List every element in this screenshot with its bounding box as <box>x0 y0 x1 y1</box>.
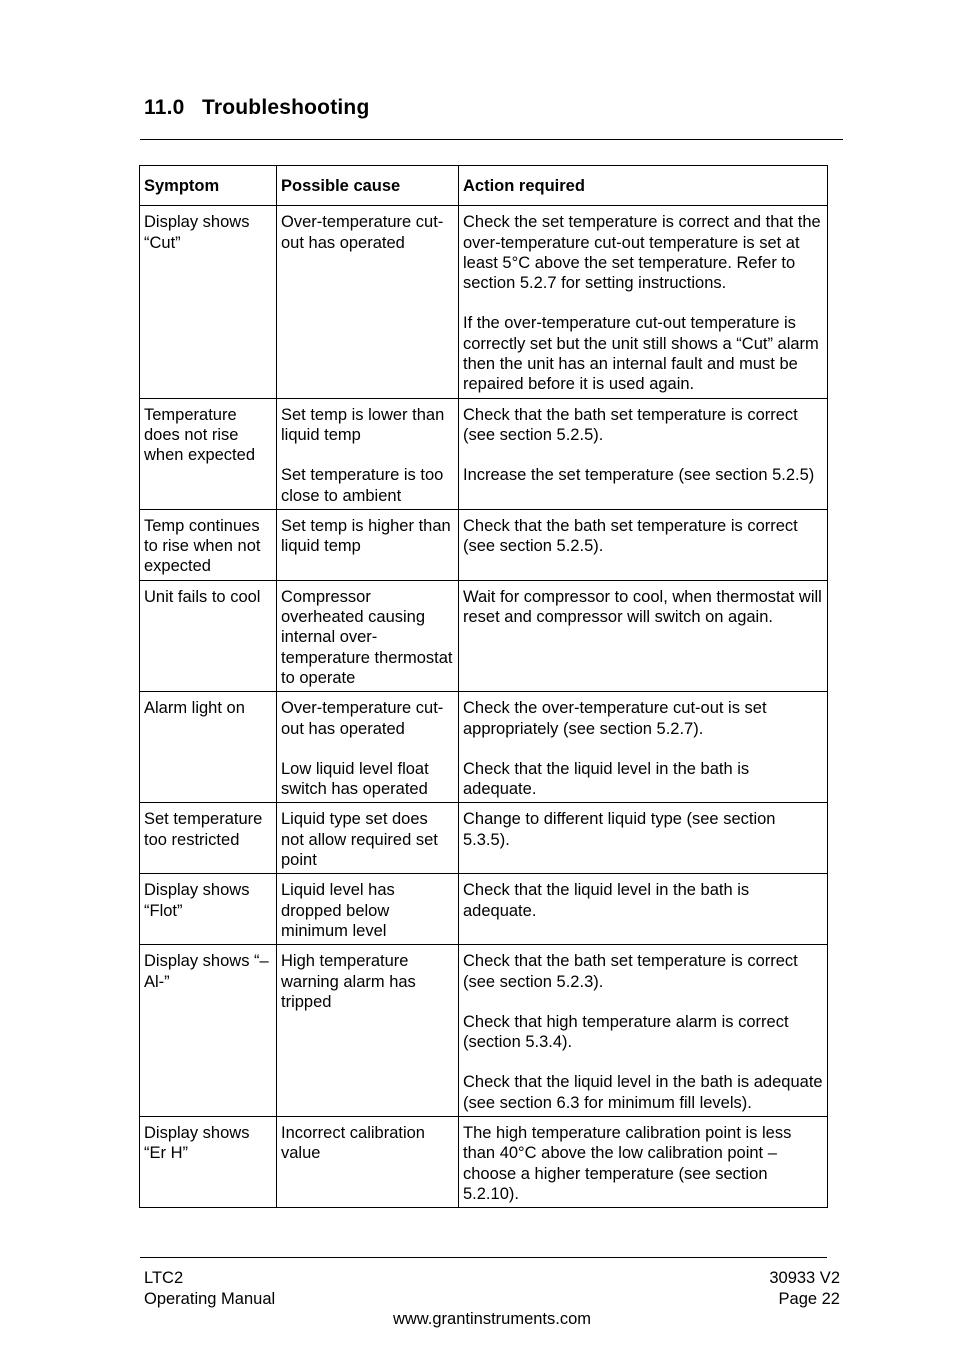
action-text: Check that the bath set temperature is correct (see section 5.2.5). <box>463 405 798 444</box>
action-text: The high temperature calibration point is less than 40°C above the low calibration point – choose a higher temperature (see section 5.2.10). <box>463 1123 792 1203</box>
footer-right <box>769 1268 840 1309</box>
footer-divider <box>140 1257 827 1258</box>
action-text: If the over-temperature cut-out temperature is correctly set but the unit still shows a “Cut” alarm then the unit has an internal fault and must be repaired before it is used again. <box>463 314 819 394</box>
action-cell <box>459 945 828 1117</box>
cause-text: Set temp is lower than liquid temp <box>281 405 445 444</box>
table-row <box>140 692 828 803</box>
cause-cell <box>277 945 459 1117</box>
action-text: Check the over-temperature cut-out is set appropriately (see section 5.2.7). <box>463 699 767 738</box>
action-text: Check that the liquid level in the bath is adequate (see section 6.3 for minimum fill levels). <box>463 1073 823 1112</box>
header-symptom: Symptom <box>140 166 277 206</box>
cause-cell <box>277 692 459 803</box>
cause-text: Liquid type set does not allow required set point <box>281 810 438 870</box>
table-row <box>140 206 828 398</box>
footer-website: www.grantinstruments.com <box>392 1310 592 1328</box>
table-row <box>140 1116 828 1207</box>
cause-cell <box>277 874 459 945</box>
action-cell <box>459 803 828 874</box>
table-row <box>140 509 828 580</box>
cause-text: Set temp is higher than liquid temp <box>281 516 451 556</box>
action-text: Change to different liquid type (see section 5.3.5). <box>463 810 776 849</box>
footer-doc-type: Operating Manual <box>144 1289 276 1308</box>
footer-page-number: Page 22 <box>778 1289 840 1308</box>
cause-cell <box>277 803 459 874</box>
action-text: Wait for compressor to cool, when thermostat will reset and compressor will switch on again. <box>463 587 822 627</box>
action-cell <box>459 509 828 580</box>
symptom-cell: Set temperature too restricted <box>140 803 277 874</box>
symptom-cell: Display shows “Er H” <box>140 1116 277 1207</box>
cause-text: Incorrect calibration value <box>281 1123 425 1163</box>
cause-text: Compressor overheated causing internal over-temperature thermostat to operate <box>281 587 453 687</box>
action-text: Check that the liquid level in the bath is adequate. <box>463 759 750 799</box>
action-text: Check the set temperature is correct and that the over-temperature cut-out temperature is set at least 5°C above the set temperature. Refer to section 5.2.7 for setting instructions. <box>463 213 821 293</box>
cause-text: Over-temperature cut-out has operated <box>281 213 444 252</box>
cause-text: Low liquid level float switch has operated <box>281 759 429 799</box>
footer-product: LTC2 <box>144 1269 184 1287</box>
header-possible-cause: Possible cause <box>277 166 459 206</box>
table-row <box>140 580 828 691</box>
table-row <box>140 945 828 1117</box>
action-cell <box>459 1116 828 1207</box>
page-title <box>144 96 369 120</box>
symptom-cell: Display shows “Flot” <box>140 874 277 945</box>
symptom-cell: Unit fails to cool <box>140 580 277 691</box>
cause-cell <box>277 398 459 509</box>
cause-text: Set temperature is too close to ambient <box>281 466 444 505</box>
section-number: 11.0 <box>144 96 185 119</box>
action-cell <box>459 398 828 509</box>
action-text: Check that the liquid level in the bath is adequate. <box>463 881 750 920</box>
footer-doc-number: 30933 V2 <box>769 1269 840 1287</box>
heading-divider <box>140 139 843 140</box>
symptom-cell: Temperature does not rise when expected <box>140 398 277 509</box>
cause-cell <box>277 206 459 398</box>
table-row <box>140 874 828 945</box>
cause-cell <box>277 1116 459 1207</box>
section-title: Troubleshooting <box>202 96 370 119</box>
table-header-row <box>140 166 828 206</box>
table-row <box>140 803 828 874</box>
action-text: Check that high temperature alarm is correct (section 5.3.4). <box>463 1012 789 1052</box>
action-text: Check that the bath set temperature is correct (see section 5.2.3). <box>463 952 798 991</box>
action-cell <box>459 692 828 803</box>
action-text: Increase the set temperature (see section 5.2.5) <box>463 466 815 485</box>
symptom-cell: Temp continues to rise when not expected <box>140 509 277 580</box>
action-cell <box>459 874 828 945</box>
action-cell <box>459 580 828 691</box>
cause-text: Over-temperature cut-out has operated <box>281 699 444 738</box>
troubleshooting-table <box>139 165 828 1208</box>
symptom-cell: Display shows “Cut” <box>140 206 277 398</box>
cause-cell <box>277 509 459 580</box>
action-cell <box>459 206 828 398</box>
symptom-cell: Display shows “–Al-” <box>140 945 277 1117</box>
cause-text: High temperature warning alarm has tripped <box>281 952 416 1011</box>
action-text: Check that the bath set temperature is correct (see section 5.2.5). <box>463 516 798 556</box>
symptom-cell: Alarm light on <box>140 692 277 803</box>
cause-text: Liquid level has dropped below minimum level <box>281 881 395 940</box>
footer-left <box>144 1268 275 1309</box>
cause-cell <box>277 580 459 691</box>
header-action-required: Action required <box>459 166 828 206</box>
table-row <box>140 398 828 509</box>
